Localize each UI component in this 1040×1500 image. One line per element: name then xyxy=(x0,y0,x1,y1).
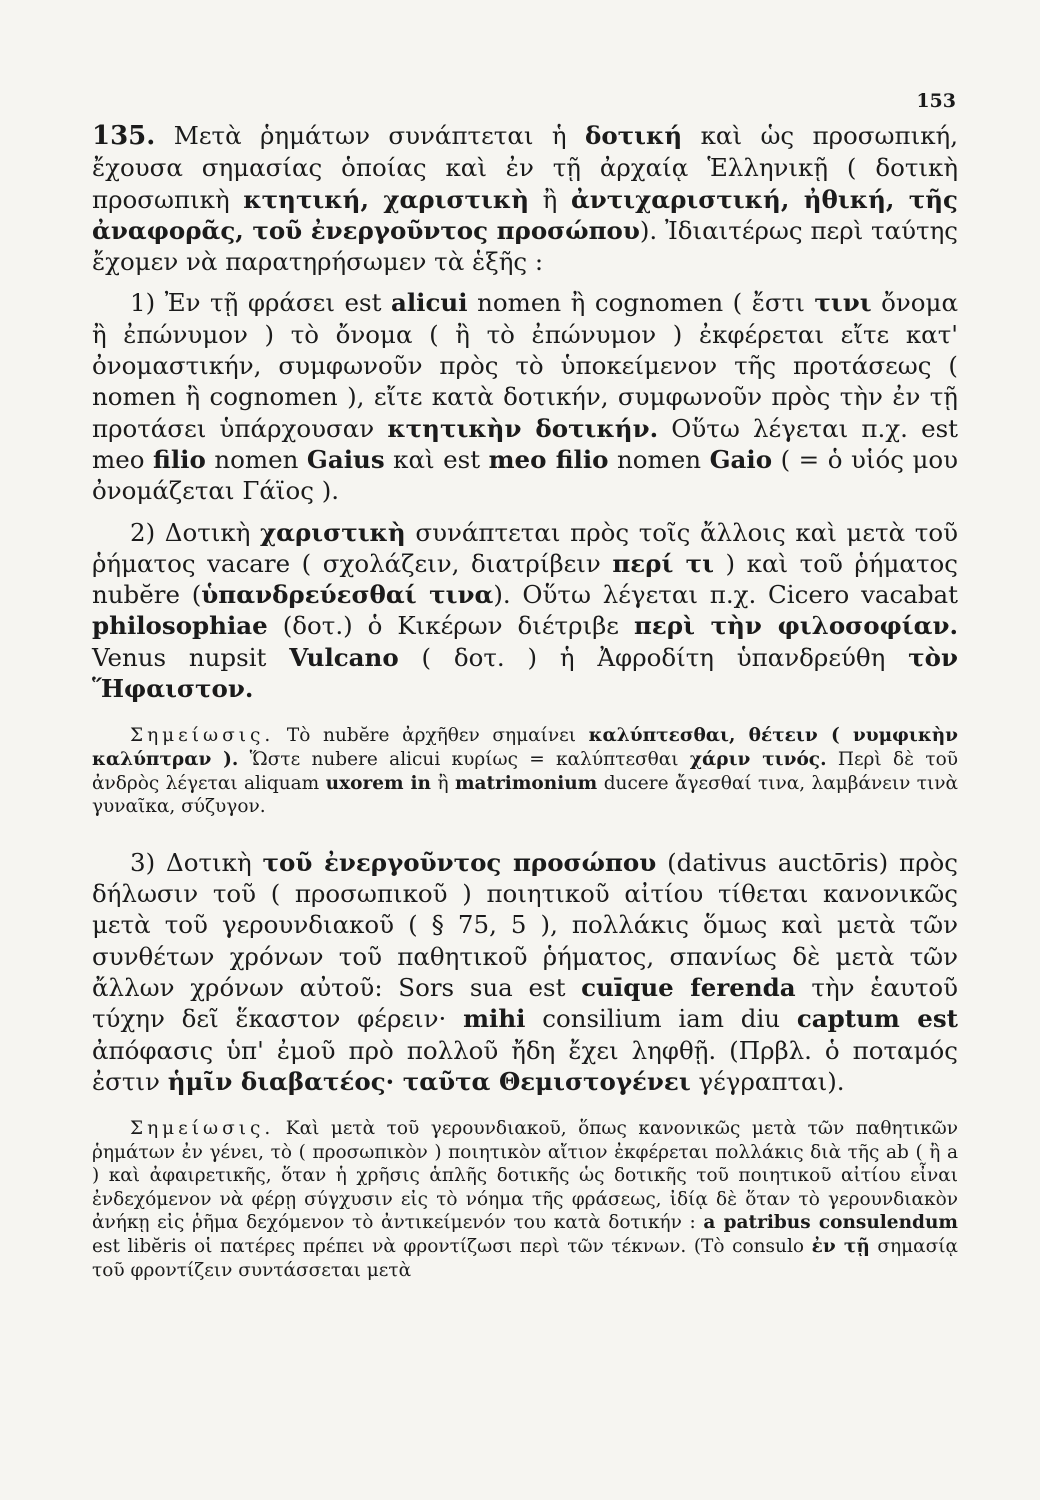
bold-term: ἡμῖν διαβατέος· ταῦτα Θεμιστογένει xyxy=(167,1066,691,1096)
text-run: ἀπόφασις ὑπ' ἐμοῦ πρὸ πολλοῦ ἤδη ἔχει ληφθῇ. (Πρβλ. ὁ ποταμός ἐστιν xyxy=(92,1035,958,1096)
text-run: nomen ἢ cognomen ( ἔστι xyxy=(477,288,805,318)
note-label: Σημείωσις. xyxy=(130,1118,275,1140)
bold-term: meo filio xyxy=(488,444,609,474)
text-run: ). Οὕτω λέγεται π.χ. Cicero vacabat xyxy=(493,580,958,610)
page-number: 153 xyxy=(916,90,956,112)
text-run: consilium iam diu xyxy=(542,1004,781,1034)
bold-term: Gaio xyxy=(709,444,773,474)
bold-term: cuīque ferenda xyxy=(581,972,796,1002)
text-run: Μετὰ ῥημάτων συνάπτεται ἡ xyxy=(173,121,567,150)
bold-term: καλύπτεσθαι, θέτειν ( νυμφικὴν καλύπτραν ). xyxy=(92,725,958,770)
text-run: ) καὶ τοῦ ῥήματος nubĕre ( xyxy=(92,548,958,610)
bold-term: χάριν τινός. xyxy=(689,748,827,770)
text-run: ( δοτ. ) ἡ Ἀφροδίτη ὑπανδρεύθη xyxy=(421,642,886,672)
text-run: ). Ἰδιαιτέρως περὶ ταύτης ἔχομεν νὰ παρατηρήσωμεν τὰ ἑξῆς : xyxy=(92,215,958,277)
text-run: Καὶ μετὰ τοῦ γερουνδιακοῦ, ὅπως κανονικῶς μετὰ τῶν παθητικῶν ῥημάτων ἐν γένει, τὸ ( προσωπικὸν ) ποιητικὸν αἴτιον ἐκφέρεται πολλάκις διὰ τῆς ab ( ἢ a ) καὶ ἀφαιρετικῆς, ὅταν ἡ χρῆσις ἁπλῆς δοτικῆς ὡς δοτικῆς τοῦ ποιητικοῦ αἰτίου εἶναι ἐνδεχόμενον νὰ φέρῃ σύγχυσιν εἰς τὸ νόημα τῆς φράσεως, ἰδίᾳ δὲ ὅταν τὸ γερουνδιακὸν ἀνήκῃ εἰς ῥῆμα δεχόμενον τὸ ἀντικείμενόν του κατὰ δοτικήν : xyxy=(92,1118,958,1234)
bold-term: χαριστικὴ xyxy=(260,517,406,547)
bold-term: ὑπανδρεύεσθαί τινα xyxy=(201,580,494,610)
item-1-paragraph xyxy=(92,287,958,506)
note-2 xyxy=(92,1117,958,1282)
bold-term: philosophiae xyxy=(92,611,268,641)
bold-term: περὶ τὴν φιλοσοφίαν. xyxy=(633,611,958,641)
text-run: 3) Δοτικὴ xyxy=(130,847,252,877)
bold-term: ἐν τῇ xyxy=(811,1236,870,1258)
bold-term: Gaius xyxy=(306,444,385,474)
bold-term: alicui xyxy=(391,288,468,318)
bold-term: κτητική, χαριστικὴ xyxy=(243,184,530,214)
bold-term: δοτική xyxy=(584,121,683,150)
text-run: γέγραπται). xyxy=(698,1066,845,1096)
text-run: ( = ὁ υἱός μου ὀνομάζεται Γάϊος ). xyxy=(92,444,959,506)
body-text xyxy=(92,120,958,1282)
note-label: Σημείωσις. xyxy=(130,725,275,747)
bold-term: Vulcano xyxy=(289,642,399,672)
bold-term: a patribus consulendum xyxy=(703,1212,958,1234)
text-run: ducere ἄγεσθαί τινα, λαμβάνειν τινὰ γυναῖκα, σύζυγον. xyxy=(92,772,958,818)
note-1 xyxy=(92,724,958,818)
text-run: σημασίᾳ τοῦ φροντίζειν συντάσσεται μετὰ xyxy=(92,1236,958,1281)
text-run: Οὕτω λέγεται π.χ. est meo xyxy=(92,413,958,474)
text-run: καὶ ὡς προσωπική, ἔχουσα σημασίας ὁποίας καὶ ἐν τῇ ἀρχαίᾳ Ἑλληνικῇ ( δοτικὴ προσωπικὴ xyxy=(92,121,958,214)
bold-term: uxorem in xyxy=(325,772,432,794)
section-135-paragraph xyxy=(92,120,958,277)
text-run: Venus nupsit xyxy=(92,642,267,672)
text-run: τὴν ἑαυτοῦ τύχην δεῖ ἕκαστον φέρειν· xyxy=(92,972,959,1034)
text-run: ἢ xyxy=(542,184,558,214)
bold-term: τινι xyxy=(814,288,872,318)
bold-term: filio xyxy=(153,444,206,474)
text-run: nomen xyxy=(214,444,299,474)
text-run: καὶ est xyxy=(393,444,481,474)
bold-term: captum est xyxy=(796,1004,958,1034)
item-3-paragraph xyxy=(92,847,958,1097)
bold-term: ἀντιχαριστική, ἠθική, τῆς ἀναφορᾶς, τοῦ ἐνεργοῦντος προσώπου xyxy=(92,184,958,245)
text-run: nomen xyxy=(617,444,702,474)
text-run: (dativus auctōris) πρὸς δήλωσιν τοῦ ( προσωπικοῦ ) ποιητικοῦ αἰτίου τίθεται κανονικῶς μετὰ τοῦ γερουνδιακοῦ ( § 75, 5 ), πολλάκις ὅμως καὶ μετὰ τῶν συνθέτων χρόνων τοῦ παθητικοῦ ῥήματος, σπανίως δὲ μετὰ τῶν ἄλλων χρόνων αὐτοῦ: Sors sua est xyxy=(92,847,958,1002)
text-run: 2) Δοτικὴ xyxy=(130,517,251,547)
text-run: Περὶ δὲ τοῦ ἀνδρὸς λέγεται aliquam xyxy=(92,748,958,794)
bold-term: κτητικὴν δοτικήν. xyxy=(387,413,659,443)
text-run: Τὸ nubĕre ἀρχῆθεν σημαίνει xyxy=(286,725,576,747)
text-run: 1) Ἐν τῇ φράσει est xyxy=(130,288,382,318)
bold-term: mihi xyxy=(463,1004,526,1034)
bold-term: περί τι xyxy=(612,548,714,578)
text-run: (δοτ.) ὁ Κικέρων διέτριβε xyxy=(282,611,619,641)
text-run: ὄνομα ἢ ἐπώνυμον ) τὸ ὄνομα ( ἢ τὸ ἐπώνυμον ) ἐκφέρεται εἴτε κατ' ὀνομαστικήν, συμφωνοῦν πρὸς τὸ ὑποκείμενον τῆς προτάσεως ( nomen ἢ cognomen ), εἴτε κατὰ δοτικήν, συμφωνοῦν πρὸς τὴν ἐν τῇ προτάσει ὑπάρχουσαν xyxy=(92,288,959,443)
bold-term: τοῦ ἐνεργοῦντος προσώπου xyxy=(262,847,657,877)
item-2-paragraph xyxy=(92,517,958,705)
bold-term: τὸν Ἥφαιστον. xyxy=(92,642,958,704)
text-run: est libĕris οἱ πατέρες πρέπει νὰ φροντίζωσι περὶ τῶν τέκνων. (Τὸ consulo xyxy=(92,1236,805,1258)
text-run: συνάπτεται πρὸς τοῖς ἄλλοις καὶ μετὰ τοῦ ῥήματος vacare ( σχολάζειν, διατρίβειν xyxy=(92,517,958,578)
bold-term: matrimonium xyxy=(454,772,598,794)
section-number: 135. xyxy=(92,121,156,151)
text-run: Ὥστε nubere alicui κυρίως = καλύπτεσθαι xyxy=(249,748,679,770)
text-run: ἢ xyxy=(437,772,449,794)
